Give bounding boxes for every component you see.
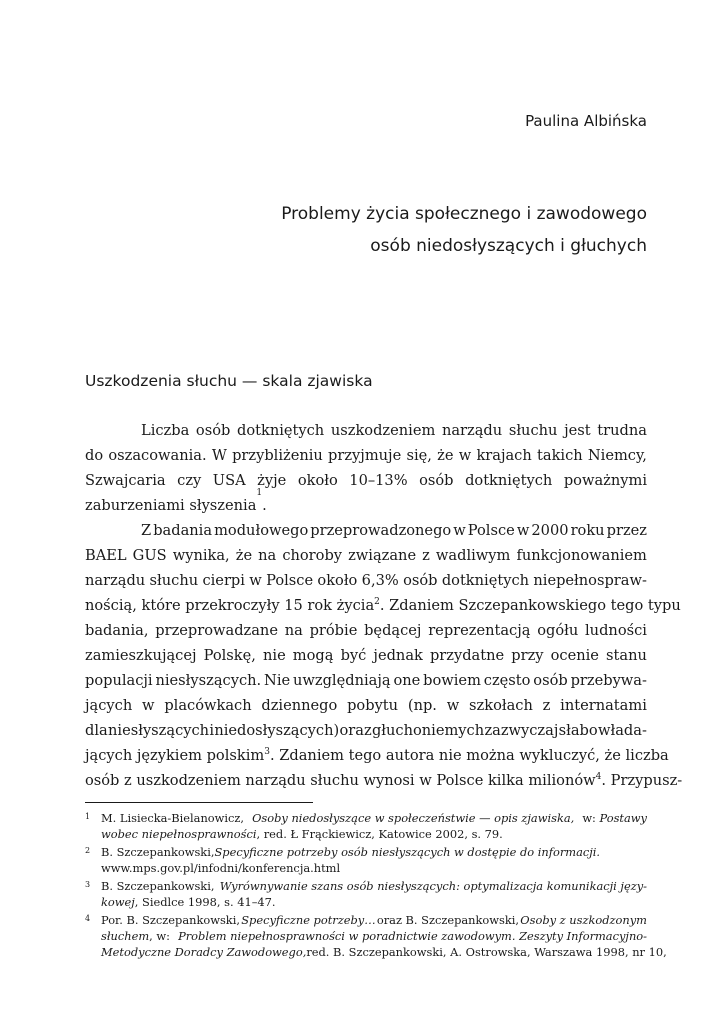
body-text-segment: . Zdaniem Szczepankowskiego tego typu [379,597,681,614]
footnote-segment: Por. B. Szczepankowski, [101,913,240,927]
word: przebywa- [570,672,647,689]
body-text-segment: jących językiem polskim$^3$ [85,747,270,764]
body-line [85,568,647,593]
footnote-number: 1 [85,812,91,821]
footnote-ref[interactable]: 3 [264,747,270,757]
footnote-ref[interactable]: 4 [595,772,602,782]
word: w [446,697,460,714]
word: poważnymi [563,472,647,489]
word: się, [406,447,432,464]
footnote-line [101,928,647,944]
word: cierpi [202,572,245,589]
word: często [483,672,531,689]
word: ludności [585,622,647,639]
word: osób [419,472,454,489]
word: przeprowadzonego [310,522,452,539]
word: niepełnospraw- [533,572,647,589]
footnote-segment: M. Lisiecka-Bielanowicz, [101,811,245,825]
footnote-line [101,944,667,960]
word: internatami [560,697,647,714]
word: włada- [598,722,647,739]
footnote-segment: Osoby z uszkodzonym [520,913,647,927]
word: Niemcy, [587,447,647,464]
word: oszacowania. [108,447,207,464]
word: uszkodzeniem [330,422,436,439]
word: że [235,547,253,564]
word: uwzględniają [293,672,391,689]
footnote-segment: , Siedlce 1998, s. 41–47. [134,895,276,909]
word: będącej [364,622,422,639]
footnote-ref[interactable]: 2 [374,597,380,607]
word: Liczba [141,422,190,439]
word: przybliżeniu [232,447,323,464]
word: słabo [558,722,598,739]
word: próbie [309,622,358,639]
footnote-2 [85,844,647,876]
word: osób [195,422,231,439]
word: osób [533,672,568,689]
word: dotkniętych [441,572,530,589]
word: na [284,622,303,639]
word: bowiem [423,672,481,689]
word: 2000 [531,522,569,539]
word: żyje [257,472,287,489]
body-text-segment: nością, które przekroczyły 15 rok życia$^2$ [85,597,380,614]
word: jednak [373,647,423,664]
word: pobytu [347,697,399,714]
word: przy [511,647,544,664]
word: przez [606,522,647,539]
word: dotkniętych [236,422,325,439]
footnote-ref[interactable]: 1 [256,488,263,498]
word: słuchu [149,572,199,589]
word: wynika, [172,547,230,564]
word: z [422,547,430,564]
body-line [85,418,647,443]
body-text [85,418,683,793]
word: 10–13% [349,472,408,489]
body-text-segment: osób z uszkodzeniem narządu słuchu wynosi w Polsce kilka milionów$^4$ [85,772,602,789]
word: niesłyszących. [155,672,262,689]
word: około [297,472,338,489]
word: zazwyczaj [484,722,559,739]
footnote-segment: kowej [101,895,135,909]
word: dziennego [261,697,338,714]
title-line-1: Problemy życia społecznego i zawodowego [281,204,647,224]
body-text-segment: . Zdaniem tego autora nie można wykluczyć, że liczba [269,747,669,764]
footnote-number: 3 [85,880,91,889]
body-line [85,643,647,668]
word: szkołach [469,697,533,714]
footnote-segment: Specyficzne potrzeby… [241,913,376,927]
body-line [85,593,681,618]
word: przydatne [429,647,505,664]
word: trudna [597,422,647,439]
footnote-segment: oraz B. Szczepankowski, [376,913,520,927]
word: w [458,447,472,464]
word: krajach [476,447,532,464]
word: czy [177,472,202,489]
word: być [340,647,367,664]
title-line-2: osób niedosłyszących i głuchych [370,236,647,256]
word: zamieszkującej [85,647,197,664]
footnote-segment: w: Postawy [582,811,647,825]
word: Polsce [266,572,314,589]
footnotes [85,810,667,960]
footnote-segment: , red. Ł Frąckiewicz, Katowice 2002, s. 79. [256,827,503,841]
footnote-4 [85,912,667,960]
word: USA [212,472,246,489]
author-name: Paulina Albińska [525,112,647,130]
word: jących [85,697,133,714]
word: Polskę, [203,647,256,664]
word: funkcjonowaniem [516,547,647,564]
footnote-segment: Metodyczne Doradcy Zawodowego, [101,945,307,959]
body-line [85,488,647,518]
footnote-3 [85,878,647,910]
word: BAEL [85,547,127,564]
word: z [542,697,551,714]
body-line [85,543,647,568]
footnote-segment: wobec niepełnosprawności [101,827,257,841]
word: jest [564,422,591,439]
word: związane [348,547,417,564]
body-line [85,668,647,693]
word: ogółu [537,622,579,639]
footnote-line [101,844,647,860]
body-text-segment: . [262,497,267,514]
word: że [437,447,454,464]
footnote-segment: Specyficzne potrzeby osób niesłyszących w dostępie do informacji. [214,845,601,859]
body-line [85,443,647,468]
word: wadliwym [435,547,511,564]
footnote-1 [85,810,647,842]
word: niesłyszących [108,722,210,739]
word: W [211,447,227,464]
word: Z [141,522,152,539]
footnote-segment: B. Szczepankowski, [101,879,215,893]
footnote-line [101,894,647,910]
word: modułowego [214,522,309,539]
word: w [453,522,466,539]
word: w [142,697,155,714]
word: narządu [441,422,503,439]
word: badania [153,522,213,539]
word: niedosłyszących) [214,722,340,739]
footnote-url[interactable]: www.mps.gov.pl/infodni/konferencja.html [101,861,341,875]
footnote-line [101,912,647,928]
word: do [85,447,104,464]
word: około [317,572,358,589]
footnote-segment: B. Szczepankowski, [101,845,215,859]
body-text-segment: zaburzeniami słyszenia [85,497,257,514]
footnote-segment: red. B. Szczepankowski, A. Ostrowska, Warszawa 1998, nr 10, [306,945,667,959]
word: Polsce [467,522,515,539]
footnote-segment: Osoby niedosłyszące w społeczeństwie — opis zjawiska, [252,811,575,825]
section-heading: Uszkodzenia słuchu — skala zjawiska [85,372,373,390]
word: nie [263,647,286,664]
body-text-segment: . Przypusz- [601,772,683,789]
word: oraz [339,722,372,739]
body-line [85,768,683,793]
word: populacji [85,672,153,689]
article-title [207,198,647,262]
word: badania, [85,622,149,639]
word: w [249,572,262,589]
word: reprezentacją [428,622,531,639]
word: i [209,722,215,739]
footnote-line [101,826,647,842]
word: roku [570,522,605,539]
body-line [85,518,647,543]
footnote-divider [85,802,313,803]
word: mogą [292,647,334,664]
word: takich [537,447,583,464]
word: stanu [606,647,647,664]
footnote-segment: Wyrównywanie szans osób niesłyszących: optymalizacja komunikacji języ- [219,879,647,893]
footnote-number: 4 [85,914,91,923]
word: narządu [85,572,146,589]
word: przeprowadzane [155,622,278,639]
word: dla [85,722,108,739]
word: w [516,522,530,539]
body-line [85,618,647,643]
footnote-line [101,810,647,826]
word: słuchu [508,422,558,439]
word: osób [403,572,438,589]
word: głuchoniemych [371,722,485,739]
footnote-link[interactable] [101,860,647,876]
body-line [85,743,669,768]
word: (np. [407,697,437,714]
footnote-line [101,878,647,894]
footnote-number: 2 [85,846,91,855]
word: GUS [132,547,167,564]
word: one [393,672,421,689]
word: ocenie [550,647,599,664]
body-line [85,468,647,493]
word: 6,3% [361,572,399,589]
word: dotkniętych [465,472,553,489]
word: przyjmuje [328,447,402,464]
word: choroby [282,547,343,564]
body-line [85,693,647,718]
footnote-segment: Problem niepełnosprawności w poradnictwie zawodowym. Zeszyty Informacyjno- [178,929,647,943]
body-line [85,718,647,743]
word: Nie [264,672,291,689]
word: Szwajcaria [85,472,166,489]
word: placówkach [164,697,252,714]
footnote-segment: słuchem, w: [101,929,170,943]
word: na [258,547,277,564]
